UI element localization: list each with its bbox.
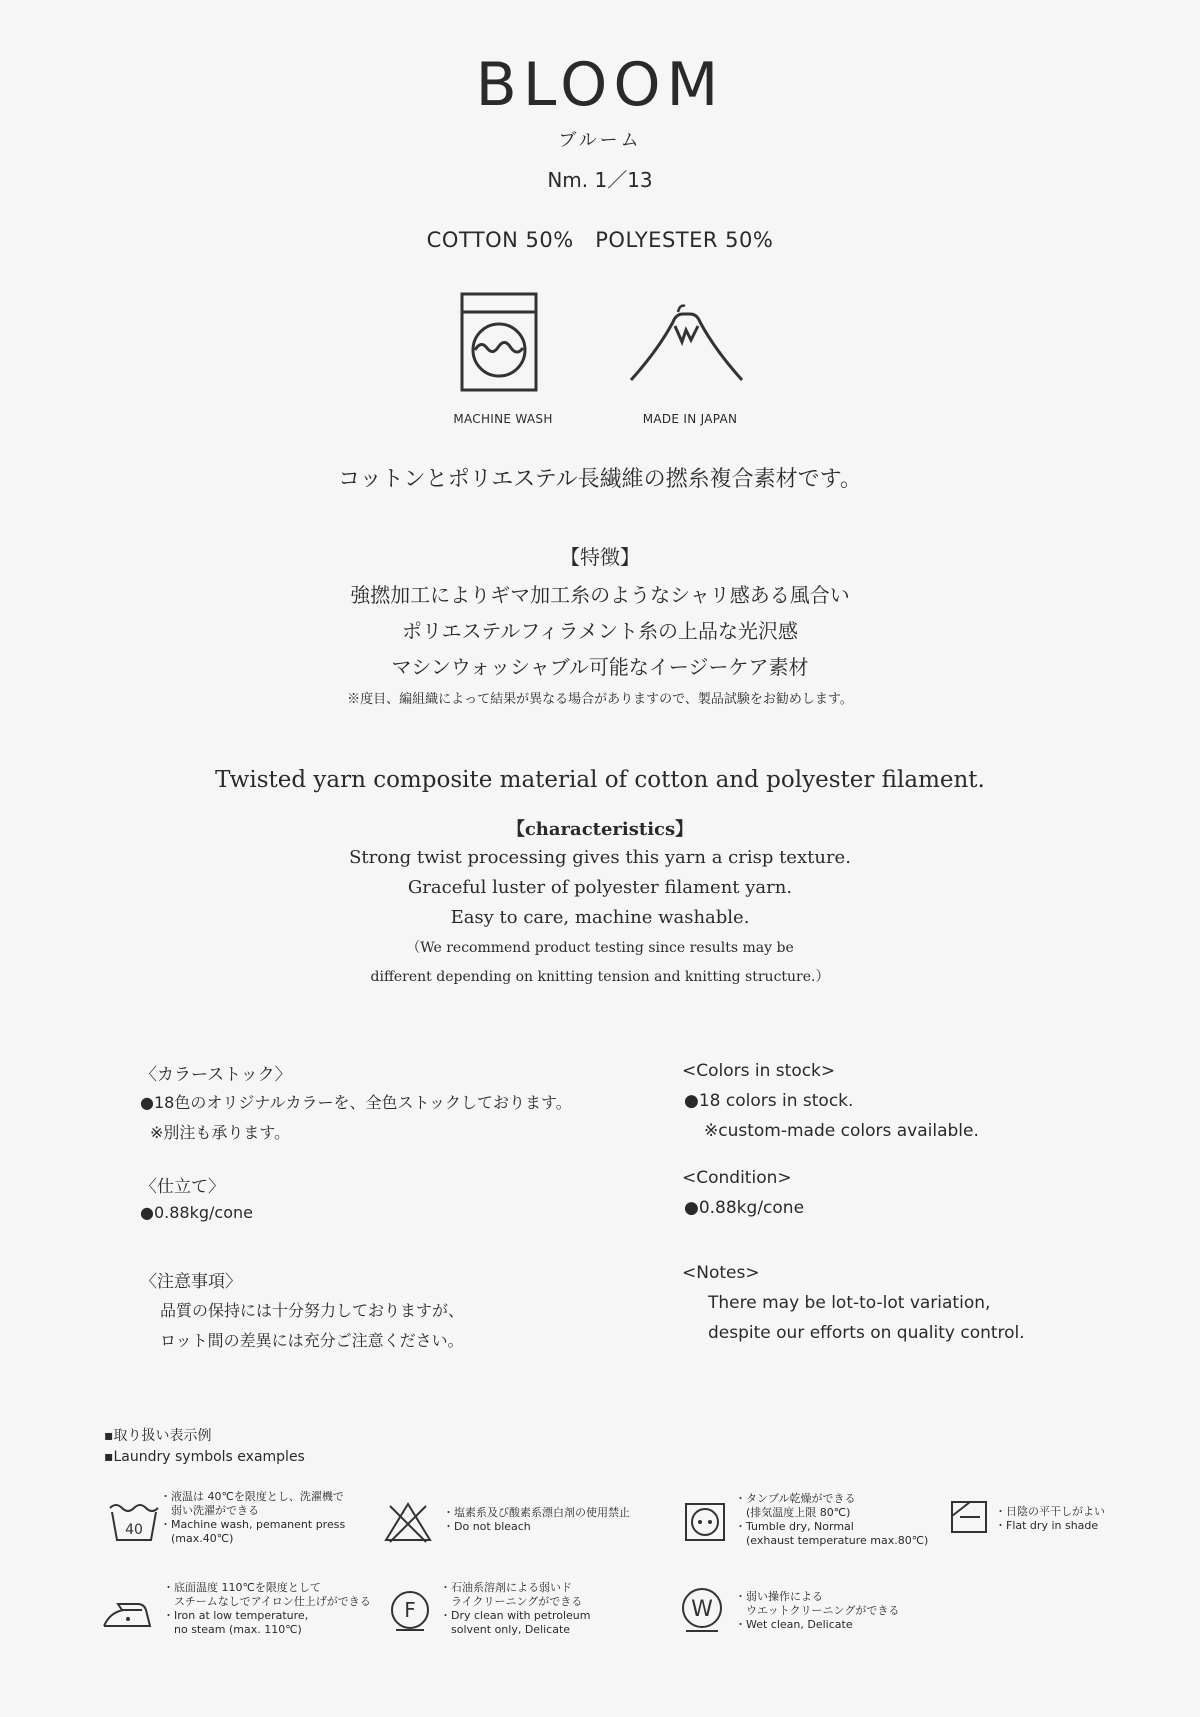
wash-temp-label: 40 <box>125 1522 143 1538</box>
laundry-text-5: ・底面温度 110℃を限度として スチームなしでアイロン仕上げができる ・Iron at low temperature, no steam (max. 110℃) <box>163 1581 371 1636</box>
en-feature-2: Graceful luster of polyester filament yarn. <box>407 877 793 898</box>
en-note-line-1: （We recommend product testing since results may be <box>406 940 794 956</box>
en-colors-line-1: ●18 colors in stock. <box>684 1091 854 1111</box>
laundry-heading-jp: ▪取り扱い表示例 <box>104 1428 212 1444</box>
badge-label-machine-wash: MACHINE WASH <box>453 412 553 426</box>
washing-machine-icon <box>450 292 570 402</box>
flat-dry-shade-icon <box>948 1498 1000 1542</box>
laundry-text-1: ・液温は 40℃を限度とし、洗濯機で 弱い洗濯ができる ・Machine wash, pemanent press (max.40℃) <box>160 1490 346 1545</box>
iron-low-icon <box>100 1592 160 1636</box>
dry-clean-f-icon <box>388 1588 440 1632</box>
laundry-text-4: ・日陰の平干しがよい ・Flat dry in shade <box>995 1505 1105 1532</box>
yarn-count: Nm. 1／13 <box>547 168 653 192</box>
mount-fuji-icon <box>628 292 758 402</box>
en-description: Twisted yarn composite material of cotton and polyester filament. <box>215 767 985 793</box>
jp-colors-line-1: ●18色のオリジナルカラーを、全色ストックしております。 <box>140 1093 572 1112</box>
jp-condition-heading: 〈仕立て〉 <box>140 1177 225 1197</box>
jp-features-heading: 【特徴】 <box>560 545 640 569</box>
jp-description: コットンとポリエステル長繊維の撚糸複合素材です。 <box>338 467 862 492</box>
jp-feature-2: ポリエステルフィラメント糸の上品な光沢感 <box>402 619 798 643</box>
product-title-kana: ブルーム <box>558 130 642 151</box>
composition: COTTON 50% POLYESTER 50% <box>426 228 774 252</box>
jp-note: ※度目、編組織によって結果が異なる場合がありますので、製品試験をお勧めします。 <box>347 692 853 707</box>
wet-clean-w-icon <box>680 1586 732 1630</box>
wet-clean-letter: W <box>691 1597 713 1622</box>
en-colors-heading: <Colors in stock> <box>682 1061 836 1081</box>
laundry-heading-en: ▪Laundry symbols examples <box>104 1449 305 1465</box>
dry-clean-letter: F <box>404 1598 416 1622</box>
jp-notes-line-2: ロット間の差異には充分ご注意ください。 <box>160 1331 464 1350</box>
en-colors-line-2: ※custom-made colors available. <box>704 1121 979 1141</box>
jp-feature-3: マシンウォッシャブル可能なイージーケア素材 <box>391 655 809 679</box>
laundry-text-6: ・石油系溶剤による弱いド ライクリーニングができる ・Dry clean with petroleum solvent only, Delicate <box>440 1581 591 1636</box>
tumble-dry-icon <box>682 1500 734 1544</box>
jp-notes-heading: 〈注意事項〉 <box>140 1272 242 1292</box>
laundry-text-3: ・タンブル乾燥ができる (排気温度上限 80℃) ・Tumble dry, Normal (exhaust temperature max.80℃) <box>735 1492 929 1547</box>
jp-notes-line-1: 品質の保持には十分努力しておりますが、 <box>160 1301 465 1320</box>
en-feature-1: Strong twist processing gives this yarn a crisp texture. <box>349 847 851 868</box>
en-condition-heading: <Condition> <box>682 1168 792 1188</box>
badge-label-made-in-japan: MADE IN JAPAN <box>642 412 738 426</box>
en-feature-3: Easy to care, machine washable. <box>450 907 750 928</box>
product-title: BLOOM <box>475 50 725 120</box>
jp-condition-line: ●0.88kg/cone <box>140 1203 253 1222</box>
en-condition-line: ●0.88kg/cone <box>684 1198 805 1218</box>
en-notes-line-1: There may be lot-to-lot variation, <box>708 1293 991 1313</box>
jp-feature-1: 強撚加工によりギマ加工糸のようなシャリ感ある風合い <box>350 583 850 607</box>
en-note-line-2: different depending on knitting tension and knitting structure.） <box>370 969 830 985</box>
laundry-text-7: ・弱い操作による ウエットクリーニングができる ・Wet clean, Delicate <box>735 1590 900 1631</box>
en-notes-heading: <Notes> <box>682 1263 760 1283</box>
jp-colors-line-2: ※別注も承ります。 <box>150 1123 291 1142</box>
en-features-heading: 【characteristics】 <box>506 819 694 840</box>
do-not-bleach-icon <box>382 1500 434 1544</box>
wash-tub-40-icon <box>108 1500 160 1544</box>
jp-colors-heading: 〈カラーストック〉 <box>140 1065 292 1085</box>
en-notes-line-2: despite our efforts on quality control. <box>708 1323 1025 1343</box>
laundry-text-2: ・塩素系及び酸素系漂白剤の使用禁止 ・Do not bleach <box>443 1506 630 1533</box>
